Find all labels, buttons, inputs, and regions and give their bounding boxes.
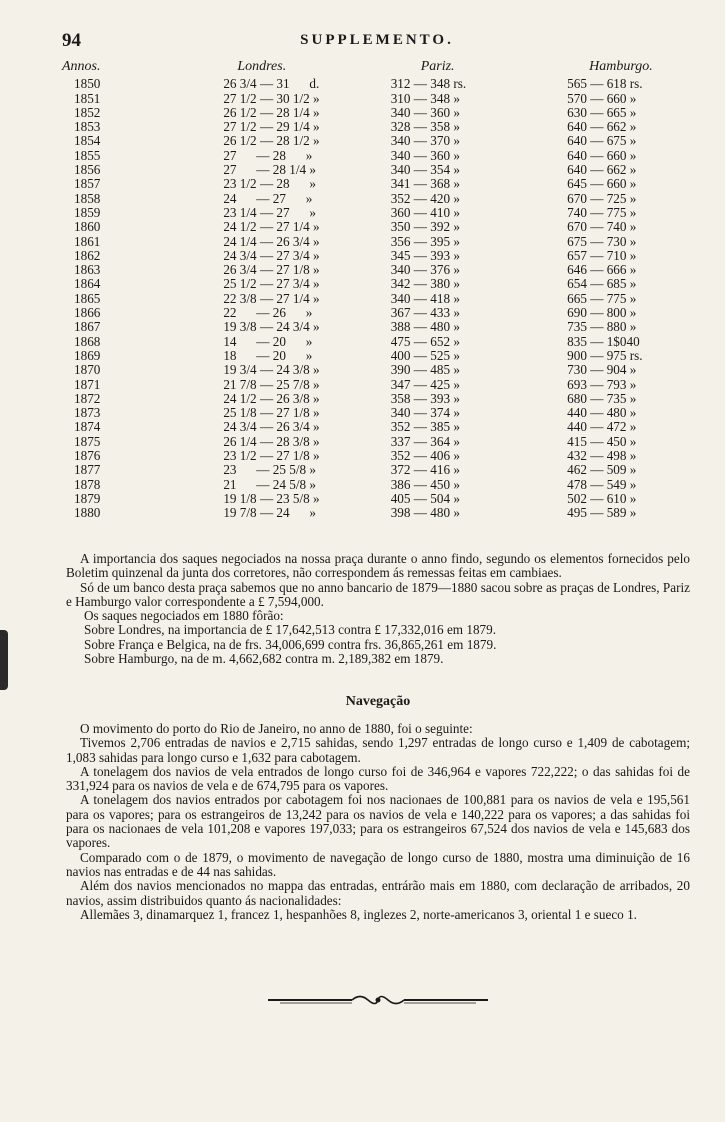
table-row — [62, 363, 692, 377]
table-row — [62, 306, 692, 320]
cell-year: 1853 — [74, 119, 101, 135]
table-row — [62, 492, 692, 506]
cell-london: 26 3/4 — 27 1/8 » — [223, 262, 320, 278]
cell-london: 19 1/8 — 23 5/8 » — [223, 490, 320, 506]
saques-paragraphs — [66, 552, 690, 666]
cell-year: 1868 — [74, 333, 101, 349]
cell-paris: 352 — 406 » — [390, 448, 460, 464]
page-header — [62, 30, 692, 52]
table-row — [62, 149, 692, 163]
cell-year: 1866 — [74, 305, 101, 321]
cell-year: 1872 — [74, 390, 101, 406]
cell-hamburg: 432 — 498 » — [567, 448, 637, 464]
page-number: 94 — [62, 30, 81, 51]
cell-london: 18 — 20 » — [223, 347, 313, 363]
cell-year: 1877 — [74, 462, 101, 478]
cell-year: 1856 — [74, 162, 101, 178]
cell-london: 24 — 27 » — [223, 190, 313, 206]
cell-year: 1869 — [74, 347, 101, 363]
table-row — [62, 349, 692, 363]
cell-hamburg: 740 — 775 » — [567, 204, 637, 220]
running-title: SUPPLEMENTO. — [300, 32, 454, 48]
cell-hamburg: 415 — 450 » — [567, 433, 637, 449]
cell-hamburg: 646 — 666 » — [567, 262, 637, 278]
table-row — [62, 235, 692, 249]
cell-hamburg: 640 — 662 » — [567, 119, 637, 135]
cell-paris: 400 — 525 » — [390, 347, 460, 363]
nav-paragraph: Tivemos 2,706 entradas de navios e 2,715 sahidas, sendo 1,297 entradas de longo curso e 1,409 de cabotagem; 1,083 sahidas para longo curso e 1,632 para cabotagem. — [66, 735, 690, 765]
table-row — [62, 192, 692, 206]
cell-year: 1871 — [74, 376, 101, 392]
cell-hamburg: 675 — 730 » — [567, 233, 637, 249]
cell-london: 19 3/4 — 24 3/8 » — [223, 362, 320, 378]
cell-london: 24 1/2 — 27 1/4 » — [223, 219, 320, 235]
table-row — [62, 206, 692, 220]
cell-london: 27 1/2 — 29 1/4 » — [223, 119, 320, 135]
cell-hamburg: 462 — 509 » — [567, 462, 637, 478]
cell-london: 21 7/8 — 25 7/8 » — [223, 376, 320, 392]
cell-london: 25 1/2 — 27 3/4 » — [223, 276, 320, 292]
nav-paragraph: A tonelagem dos navios de vela entrados de longo curso foi de 346,964 e vapores 722,222; o das sahidas foi de 331,924 para os navios de vela e de 674,795 para os vapores. — [66, 763, 690, 794]
cell-hamburg: 670 — 725 » — [567, 190, 637, 206]
cell-year: 1874 — [74, 419, 101, 435]
cell-london: 26 3/4 — 31 d. — [223, 76, 320, 92]
cell-year: 1850 — [74, 76, 101, 92]
section-title-navegacao: Navegação — [345, 694, 411, 709]
cell-london: 23 1/4 — 27 » — [223, 204, 316, 220]
cell-paris: 352 — 420 » — [390, 190, 460, 206]
header-london: Londres. — [237, 59, 287, 74]
cell-hamburg: 680 — 735 » — [567, 390, 637, 406]
table-body — [62, 77, 692, 520]
table-row — [62, 463, 692, 477]
cell-hamburg: 440 — 472 » — [567, 419, 637, 435]
cell-hamburg: 690 — 800 » — [567, 305, 637, 321]
nav-paragraph: Comparado com o de 1879, o movimento de navegação de longo curso de 1880, mostra uma diminuição de 16 navios nas entradas e de 44 nas sahidas. — [66, 849, 690, 879]
cell-hamburg: 570 — 660 » — [567, 90, 637, 106]
cell-london: 23 1/2 — 27 1/8 » — [223, 448, 320, 464]
cell-year: 1876 — [74, 448, 101, 464]
table-row — [62, 120, 692, 134]
cell-hamburg: 693 — 793 » — [567, 376, 637, 392]
cell-hamburg: 495 — 589 » — [567, 505, 637, 521]
cell-paris: 390 — 485 » — [390, 362, 460, 378]
paragraph-saques-1880: Os saques negociados em 1880 fôrão: — [84, 608, 284, 624]
table-row — [62, 435, 692, 449]
nav-paragraph: O movimento do porto do Rio de Janeiro, no anno de 1880, foi o seguinte: — [80, 721, 473, 736]
cell-year: 1875 — [74, 433, 101, 449]
cell-paris: 360 — 410 » — [390, 204, 460, 220]
cell-london: 25 1/8 — 27 1/8 » — [223, 405, 320, 421]
cell-paris: 398 — 480 » — [390, 505, 460, 521]
cell-london: 21 — 24 5/8 » — [223, 476, 316, 492]
cell-hamburg: 440 — 480 » — [567, 405, 637, 421]
table-row — [62, 292, 692, 306]
cell-hamburg: 900 — 975 rs. — [567, 347, 643, 363]
header-paris: Pariz. — [420, 59, 455, 74]
cell-paris: 328 — 358 » — [390, 119, 460, 135]
cell-paris: 340 — 374 » — [390, 405, 460, 421]
cell-london: 24 1/4 — 26 3/4 » — [223, 233, 320, 249]
table-row — [62, 263, 692, 277]
table-row — [62, 478, 692, 492]
binding-edge — [0, 630, 8, 690]
cell-paris: 337 — 364 » — [390, 433, 460, 449]
cell-year: 1861 — [74, 233, 101, 249]
paragraph-saques: A importancia dos saques negociados na nossa praça durante o anno findo, segundo os elementos fornecidos pelo Boletim quinzenal da junta dos corretores, não correspondem ás remessas feitas em cambiaes. — [66, 551, 690, 581]
cell-paris: 345 — 393 » — [390, 247, 460, 263]
cell-hamburg: 835 — 1$040 — [567, 333, 640, 349]
cell-year: 1854 — [74, 133, 101, 149]
cell-paris: 340 — 360 » — [390, 104, 460, 120]
cell-hamburg: 645 — 660 » — [567, 176, 637, 192]
cell-london: 19 3/8 — 24 3/4 » — [223, 319, 320, 335]
ornament-rule — [268, 992, 488, 1008]
paragraph-banco: Só de um banco desta praça sabemos que no anno bancario de 1879—1880 sacou sobre as praças de Londres, Pariz e Hamburgo valor correspondente a £ 7,594,000. — [66, 579, 690, 609]
table-row — [62, 378, 692, 392]
cell-paris: 340 — 360 » — [390, 147, 460, 163]
cell-year: 1855 — [74, 147, 101, 163]
table-row — [62, 320, 692, 334]
cell-london: 24 1/2 — 26 3/8 » — [223, 390, 320, 406]
cell-year: 1859 — [74, 204, 101, 220]
cell-paris: 340 — 376 » — [390, 262, 460, 278]
cell-hamburg: 735 — 880 » — [567, 319, 637, 335]
line-franca: Sobre França e Belgica, na de frs. 34,006,699 contra frs. 36,865,261 em 1879. — [84, 636, 497, 652]
cell-london: 23 1/2 — 28 » — [223, 176, 316, 192]
cell-hamburg: 730 — 904 » — [567, 362, 637, 378]
cell-paris: 358 — 393 » — [390, 390, 460, 406]
cell-london: 27 — 28 1/4 » — [223, 162, 316, 178]
nav-paragraph: Além dos navios mencionados no mappa das entradas, entrárão mais em 1880, com declaração de arribados, 20 navios, assim distribuidos quanto ás nacionalidades: — [66, 878, 690, 908]
cell-paris: 340 — 370 » — [390, 133, 460, 149]
table-header-row — [62, 60, 692, 77]
cell-london: 26 1/4 — 28 3/8 » — [223, 433, 320, 449]
table-row — [62, 106, 692, 120]
header-year: Annos. — [62, 59, 101, 74]
table-row — [62, 392, 692, 406]
cell-london: 22 — 26 » — [223, 305, 313, 321]
cell-paris: 341 — 368 » — [390, 176, 460, 192]
cell-paris: 386 — 450 » — [390, 476, 460, 492]
table-row — [62, 335, 692, 349]
cell-paris: 310 — 348 » — [390, 90, 460, 106]
cell-year: 1880 — [74, 505, 101, 521]
cell-paris: 475 — 652 » — [390, 333, 460, 349]
cell-hamburg: 654 — 685 » — [567, 276, 637, 292]
cell-paris: 312 — 348 rs. — [390, 76, 467, 92]
table-row — [62, 77, 692, 91]
cell-london: 23 — 25 5/8 » — [223, 462, 316, 478]
cell-year: 1873 — [74, 405, 101, 421]
cell-paris: 340 — 418 » — [390, 290, 460, 306]
cell-year: 1863 — [74, 262, 101, 278]
table-row — [62, 277, 692, 291]
cell-hamburg: 665 — 775 » — [567, 290, 637, 306]
table-row — [62, 134, 692, 148]
cell-paris: 367 — 433 » — [390, 305, 460, 321]
cell-london: 22 3/8 — 27 1/4 » — [223, 290, 320, 306]
cell-paris: 405 — 504 » — [390, 490, 460, 506]
table-row — [62, 406, 692, 420]
cell-hamburg: 670 — 740 » — [567, 219, 637, 235]
cell-year: 1858 — [74, 190, 101, 206]
exchange-rates-table — [62, 60, 692, 521]
cell-year: 1867 — [74, 319, 101, 335]
table-row — [62, 163, 692, 177]
cell-paris: 340 — 354 » — [390, 162, 460, 178]
cell-year: 1865 — [74, 290, 101, 306]
nav-paragraph: A tonelagem dos navios entrados por cabotagem foi nos nacionaes de 100,881 para os navios de vela e 195,561 para os vapores; para os estrangeiros de 13,242 para os navios de vela e 140,222 para os vapores; a das sahidas foi para os nacionaes de vela 101,208 e vapores 197,033; para os estrangeiros 67,524 dos navios de vela e 145,683 dos vapores. — [66, 792, 690, 851]
cell-paris: 350 — 392 » — [390, 219, 460, 235]
table-row — [62, 449, 692, 463]
cell-year: 1857 — [74, 176, 101, 192]
cell-hamburg: 478 — 549 » — [567, 476, 637, 492]
navegacao-paragraphs — [66, 722, 690, 922]
header-hamburg: Hamburgo. — [589, 59, 653, 74]
table-row — [62, 177, 692, 191]
nav-paragraph: Allemães 3, dinamarquez 1, francez 1, hespanhões 8, inglezes 2, norte-americanos 3, oriental 1 e sueco 1. — [80, 906, 637, 922]
cell-paris: 347 — 425 » — [390, 376, 460, 392]
table-row — [62, 92, 692, 106]
cell-year: 1878 — [74, 476, 101, 492]
cell-year: 1862 — [74, 247, 101, 263]
table-row — [62, 506, 692, 520]
cell-london: 19 7/8 — 24 » — [223, 505, 316, 521]
cell-hamburg: 502 — 610 » — [567, 490, 637, 506]
cell-paris: 356 — 395 » — [390, 233, 460, 249]
cell-year: 1879 — [74, 490, 101, 506]
table-row — [62, 420, 692, 434]
cell-year: 1864 — [74, 276, 101, 292]
cell-london: 27 — 28 » — [223, 147, 313, 163]
cell-london: 26 1/2 — 28 1/2 » — [223, 133, 320, 149]
cell-year: 1852 — [74, 104, 101, 120]
cell-london: 14 — 20 » — [223, 333, 313, 349]
cell-paris: 352 — 385 » — [390, 419, 460, 435]
cell-paris: 342 — 380 » — [390, 276, 460, 292]
cell-hamburg: 565 — 618 rs. — [567, 76, 643, 92]
cell-hamburg: 640 — 660 » — [567, 147, 637, 163]
cell-london: 27 1/2 — 30 1/2 » — [223, 90, 320, 106]
table-row — [62, 220, 692, 234]
cell-london: 26 1/2 — 28 1/4 » — [223, 104, 320, 120]
cell-hamburg: 640 — 662 » — [567, 162, 637, 178]
cell-year: 1870 — [74, 362, 101, 378]
cell-london: 24 3/4 — 26 3/4 » — [223, 419, 320, 435]
line-hamburgo: Sobre Hamburgo, na de m. 4,662,682 contra m. 2,189,382 em 1879. — [84, 651, 444, 667]
cell-year: 1851 — [74, 90, 101, 106]
cell-paris: 372 — 416 » — [390, 462, 460, 478]
cell-hamburg: 640 — 675 » — [567, 133, 637, 149]
line-londres: Sobre Londres, na importancia de £ 17,642,513 contra £ 17,332,016 em 1879. — [84, 622, 497, 638]
cell-hamburg: 630 — 665 » — [567, 104, 637, 120]
cell-paris: 388 — 480 » — [390, 319, 460, 335]
cell-london: 24 3/4 — 27 3/4 » — [223, 247, 320, 263]
cell-hamburg: 657 — 710 » — [567, 247, 637, 263]
table-row — [62, 249, 692, 263]
cell-year: 1860 — [74, 219, 101, 235]
